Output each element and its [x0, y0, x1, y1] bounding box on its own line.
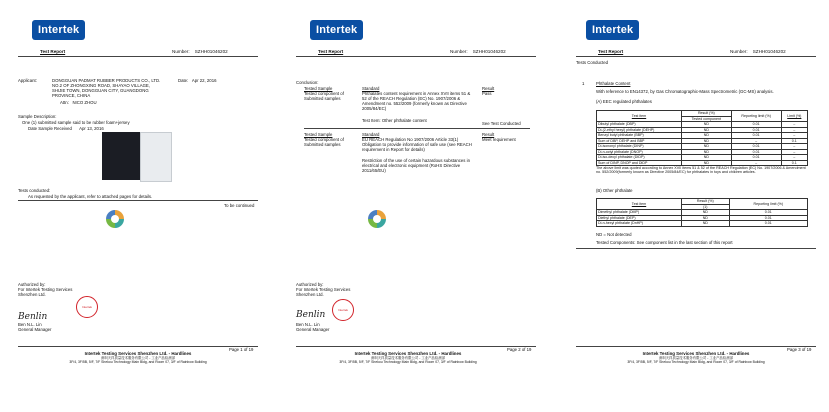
report-page-2: [282, 0, 545, 412]
company-seal-icon: Intertek: [76, 296, 98, 318]
table-row: Di-n-octyl phthalate (DNOP) ND 0.01 –: [597, 149, 808, 155]
row-sample: Tested component of Submitted samples: [304, 91, 344, 101]
th-test-item: Test item: [597, 199, 682, 210]
table-other-phthalates: [596, 198, 808, 227]
intertek-emblem-icon: [368, 210, 386, 228]
th-reporting-limit: Reporting limit (%): [731, 111, 781, 122]
sample-photo-foam: [102, 132, 140, 180]
tests-conducted-label: Tests conducted:: [18, 188, 51, 193]
col-standard: Standard: [362, 132, 380, 137]
report-date: Date: Apr 22, 2016: [178, 78, 217, 83]
tests-conducted-text: As requested by the applicant, refer to attached pages for details.: [28, 194, 153, 199]
row-standard: Phthalates content requirement in Annex XVII items 51 & 52 of the REACH Regulation (EC) No. 1907/2006 & Amendment no. 552/2009 (formerly known as Directive 2005/84/EC): [362, 91, 471, 111]
intertek-logo: Intertek: [586, 20, 639, 40]
report-title: Test Report: [40, 49, 66, 54]
report-title: Test Report: [598, 49, 624, 54]
limit-note: The above limit was quoted according to Annex XVII items 51 & 52 of the REACH Regulation (EC) No. 1907/2006 & Amendment no. 552/2009(formerly known as Directive 2005/84/EC) for phthalates in toys and children articles.: [596, 166, 806, 175]
applicant-address: DONGGUAN PADMAT RUBBER PRODUCTS CO., LTD. NO.2 OF ZHONGXING ROAD, SHAYAO VILLAGE, SHIJIE TOWN, DONGGUAN CITY, GUANGDONG PROVINCE, CHINA: [52, 78, 161, 98]
signer: Ben N.L. Lin General Manager: [18, 322, 52, 332]
th-component-index: (1): [682, 204, 730, 210]
th-limit: Limit (%): [781, 111, 807, 122]
table-row: Diethyl phthalate (DEP) ND 0.01: [597, 215, 808, 221]
footer: Intertek Testing Services Shenzhen Ltd. - Hardlines 深圳天祥质量技术服务有限公司 - 工业产品检测部 3F/4, 3F/5B, 5/F, 7/F Shekou Technology Main Bldg, and Room 07, 3/F of Rainbow Building: [627, 351, 765, 364]
report-number: Number: SZHH01046202: [730, 49, 786, 54]
company-seal-icon: Intertek: [332, 299, 354, 321]
signature-icon: Benlin: [296, 310, 326, 320]
col-result: Result: [482, 86, 495, 91]
divider: [576, 248, 816, 249]
intertek-emblem-icon: [106, 210, 124, 228]
intertek-logo: Intertek: [32, 20, 85, 40]
attention: Attn: NICO ZHOU: [60, 100, 97, 105]
divider: [304, 128, 530, 129]
report-page-3: [562, 0, 825, 412]
footer: Intertek Testing Services Shenzhen Ltd. - Hardlines 深圳天祥质量技术服务有限公司 - 工业产品检测部 3F/4, 3F/5B, 5/F, 7/F Shekou Technology Main Bldg, and Room 07, 3/F of Rainbow Building: [69, 351, 207, 364]
header-divider: [18, 56, 258, 57]
th-result: Result (%): [682, 199, 730, 205]
col-standard: Standard: [362, 86, 380, 91]
report-page-1: [4, 0, 267, 412]
page-number: Page 3 of 19: [787, 347, 812, 352]
row-standard: Test Item: Other phthalate content: [362, 118, 427, 123]
authorized-by: Authorized by: For Intertek Testing Services Shenzhen Ltd.: [296, 282, 351, 297]
report-number: Number: SZHH01046202: [450, 49, 506, 54]
th-result: Result (%): [682, 111, 732, 117]
continued-note: To be continued: [224, 203, 255, 208]
sample-description-label: Sample Description:: [18, 114, 57, 119]
th-reporting-limit: Reporting limit (%): [729, 199, 807, 210]
table-row: Di-(2-ethyl hexyl) phthalate (DEHP) ND 0.01 –: [597, 127, 808, 133]
table-row: Di-n-hexyl phthalate (DnHP) ND 0.01: [597, 221, 808, 227]
intertek-logo: Intertek: [310, 20, 363, 40]
signature-icon: Benlin: [18, 312, 48, 322]
authorized-by: Authorized by: For Intertek Testing Services Shenzhen Ltd.: [18, 282, 73, 297]
row-result: Meet requirement: [482, 137, 516, 142]
footer: Intertek Testing Services Shenzhen Ltd. - Hardlines 深圳天祥质量技术服务有限公司 - 工业产品检测部 3F/4, 3F/5B, 5/F, 7/F Shekou Technology Main Bldg, and Room 07, 3/F of Rainbow Building: [339, 351, 477, 364]
row-standard: Restriction of the use of certain hazardous substances in electrical and electronic equipment (RoHS Directive 2011/65/EU): [362, 158, 470, 173]
report-title: Test Report: [318, 49, 344, 54]
test-method: With reference to EN14372, by Gas Chromatographic-Mass Spectrometric (GC-MS) analysis.: [596, 89, 774, 94]
divider: [18, 346, 258, 347]
col-tested-sample: Tested Sample: [304, 86, 333, 91]
row-result: Pass: [482, 91, 492, 96]
table-row: Sum of DBP, DEHP and BBP ND – 0.1: [597, 138, 808, 144]
divider: [18, 200, 258, 201]
sample-photo-jersey: [140, 132, 172, 182]
divider: [296, 56, 536, 57]
table-row: Dibutyl phthalate (DBP) ND 0.01 –: [597, 122, 808, 128]
page-number: Page 1 of 19: [229, 347, 254, 352]
divider: [576, 56, 816, 57]
conclusion-label: Conclusion:: [296, 80, 319, 85]
th-test-item: Test item: [597, 111, 682, 122]
col-tested-sample: Tested Sample: [304, 132, 333, 137]
row-standard: EU REACH Regulation No 1907/2006 Article 33(1) Obligation to provide information of safe use (see REACH requirement in Report for details): [362, 137, 472, 152]
section-b: (B) Other phthalate: [596, 188, 633, 193]
sample-description: One (1) submitted sample said to be rubber foam+jersey: [22, 120, 130, 125]
divider: [576, 346, 816, 347]
section-a: (A) EEC regulated phthalates: [596, 99, 652, 104]
nd-note: ND = Not detected: [596, 232, 632, 237]
th-tested-component: Tested component: [682, 116, 732, 122]
table-row: Di-iso-decyl phthalate (DIDP) ND 0.01 –: [597, 155, 808, 161]
divider: [296, 346, 536, 347]
component-note: Tested Components: See component list in the last section of this report: [596, 240, 733, 245]
col-result: Result: [482, 132, 495, 137]
table-row: Dimethyl phthalate (DMP) ND 0.01: [597, 210, 808, 216]
sample-received: Date Sample Received Apr 13, 2016: [28, 126, 104, 131]
applicant-label: Applicant:: [18, 78, 37, 83]
table-row: Benzyl butyl phthalate (BBP) ND 0.01 –: [597, 133, 808, 139]
report-number: Number: SZHH01046202: [172, 49, 228, 54]
row-sample: Tested component of Submitted samples: [304, 137, 344, 147]
table-row: Sum of DINP, DNOP and DIDP ND – 0.1: [597, 160, 808, 166]
item-title: Phthalate Content: [596, 81, 631, 86]
item-number: 1: [582, 81, 585, 86]
table-row: Di-isononyl phthalate (DINP) ND 0.01 –: [597, 144, 808, 150]
signer: Ben N.L. Lin General Manager: [296, 322, 330, 332]
tests-conducted-heading: Tests Conducted: [576, 60, 609, 65]
table-eec-phthalates: [596, 110, 808, 166]
row-result: See Test Conducted: [482, 121, 521, 126]
page-number: Page 2 of 19: [507, 347, 532, 352]
